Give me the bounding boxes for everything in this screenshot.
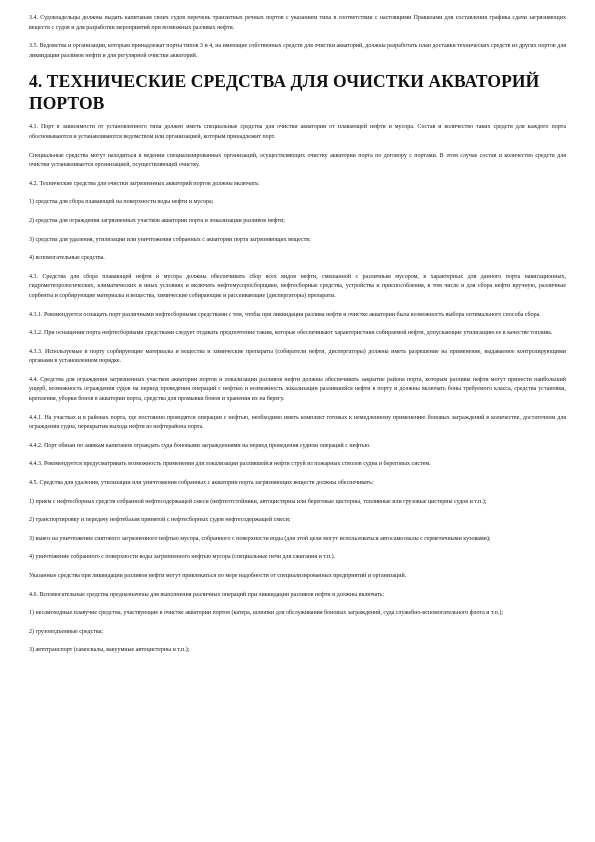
- paragraph-3-5: 3.5. Ведомства и организации, которым принадлежат порты типов 3 и 4, на имеющие собственных средств для очистки акваторий, должны разработать план доставки технических средств из других портов для ликвидации разливов нефти и для регулярной очистки акваторий.: [29, 43, 566, 59]
- paragraph-4-2: 4.2. Технические средства для очистки загрязненных акваторий портов должны включать:: [29, 180, 260, 187]
- paragraph-4-3: 4.3. Средства для сбора плавающей нефти и мусора должны обеспечивать сбор всех видов нефти, смешанной с различным мусором, в характерных для данного порта навигационных, гидрометеорологических, климатических и иных условиях и включать нефтемусоросборщики, нефтесборные средства, устройства и приспособления, в том числе и для сбора нефти вручную, различные сорбенты и сорбирующие материалы и вещества, химические собирающие и рассеивающие (диспергаторы) препараты.: [29, 273, 566, 299]
- paragraph-4-1: 4.1. Порт в зависимости от установленного типа должен иметь специальные средства для очистки акватории от плавающей нефти и мусора. Состав и количество таких средств для каждого порта обосновываются и устанавливаются ведомством или организацией, которым принадлежит порт.: [29, 124, 566, 140]
- paragraph-4-3-1: 4.3.1. Рекомендуется оснащать порт различными нефтесборными средствами с тем, чтобы при ликвидации разлива нефти и очистке акватории была возможность выбора оптимального способа сбора.: [29, 311, 541, 318]
- list-item: 1) средства для сбора плавающей на поверхности воды нефти и мусора;: [29, 199, 214, 206]
- paragraph-4-3-3: 4.3.3. Используемые в порту сорбирующие материалы и вещества и химические препараты (собиратели нефти, диспергаторы) должны иметь разрешение на применение, выдаваемое контролирующими органами в установленном порядке.: [29, 348, 566, 365]
- list-item: 1) прием с нефтесборных средств собранной нефтесодержащей смеси (нефтеотстойники, автоцистерны или береговые цистерны, топливные или грузовые цистерны судов и т.п.);: [29, 498, 487, 505]
- paragraph-means-note: Указанные средства при ликвидации разливов нефти могут привлекаться по мере надобности от специализированных предприятий и организаций.: [29, 573, 407, 579]
- list-item: 2) грузоподъемные средства;: [29, 628, 103, 635]
- list-item: 4) уничтожение собранного с поверхности воды загрязненного нефтью мусора (специальные печи для сжигания и т.п.).: [29, 554, 336, 561]
- section-title: 4. ТЕХНИЧЕСКИЕ СРЕДСТВА ДЛЯ ОЧИСТКИ АКВАТОРИЙ ПОРТОВ: [29, 71, 540, 114]
- list-item: 3) средства для удаления, утилизации или уничтожения собранных с акватории порта загрязняющих веществ;: [29, 236, 311, 243]
- paragraph-4-4-1: 4.4.1. На участках и в районах порта, где постоянно проводятся операции с нефтью, необходимо иметь комплект готовых к немедленному применению боновых заграждений в количестве, достаточном для ограждения судна, перекрытия выхода нефти из нефтерайона порта.: [29, 414, 566, 431]
- list-item: 2) транспортировку и передачу нефтебазам принятой с нефтесборных судов нефтесодержащей смеси;: [29, 517, 291, 524]
- paragraph-4-4: 4.4. Средства для ограждения загрязненных участков акватории портов и локализации разливов нефти должны обеспечивать закрытие района порта, которым разливы нефти могут принести наибольший ущерб, возможность ограждения судов на период проведения операций с нефтью и возможность локализации разлившейся нефти в порту и должны включать боны требуемого класса, средства установки, крепления, уборки бонов в акватории порта, средства для промывки бонов и хранения их на берегу.: [29, 376, 566, 403]
- paragraph-4-4-2: 4.4.2. Порт обязан по заявкам капитанов ограждать суда боновыми заграждениями на период проведения судном операций с нефтью.: [29, 442, 371, 449]
- list-item: 2) средства для ограждения загрязненных участков акватории порта и локализации разливов нефти;: [29, 217, 285, 224]
- paragraph-special-means: Специальные средства могут находиться в ведении специализированных организаций, осуществляющих очистку акватории порта по договору с портами. В этом случае состав и количество средств для очистки устанавливается организацией, осуществляющей очистку.: [29, 152, 566, 169]
- list-item: 1) несамоходные плавучие средства, участвующие в очистке акватории портов (катера, шлюпки для обслуживания боновых заграждений, суда служебно-вспомогательного флота и т.п.);: [29, 610, 504, 617]
- list-item: 3) автотранспорт (самосвалы, вакуумные автоцистерны и т.п.);: [29, 647, 190, 654]
- list-item: 3) вывоз на уничтожение снятового загрязненного нефтью мусора, собранного с поверхности воды (для этой цели могут использоваться автосамосвалы с герметичными кузовами);: [29, 535, 491, 542]
- paragraph-3-4: 3.4. Судовладельцы должны выдать капитанам своих судов перечень транзитных речных портов с указанием типа в соответствии с настоящими Правилами для составления графика сдачи загрязняющих веществ с судов и для разработки мероприятий при возможных разливах нефти.: [29, 15, 566, 31]
- paragraph-4-5: 4.5. Средства для удаления, утилизации или уничтожения собранных с акватории порта загрязняющих веществ должны обеспечивать:: [29, 480, 374, 487]
- paragraph-4-4-3: 4.4.3. Рекомендуется предусматривать возможность применения для локализации разлившейся нефти струй из пожарных стволов судна и береговых систем.: [29, 461, 431, 468]
- paragraph-4-6: 4.6. Вспомогательные средства предназначены для выполнения различных операций при ликвидации разливов нефти и должны включать:: [29, 591, 385, 598]
- paragraph-4-3-2: 4.3.2. При оснащении порта нефтесборными средствами следует отдавать предпочтение таким, которые обеспечивают характеристики собираемой нефти, допускающие утилизацию ее в качестве топлива.: [29, 330, 553, 337]
- list-item: 4) вспомогательные средства.: [29, 255, 105, 262]
